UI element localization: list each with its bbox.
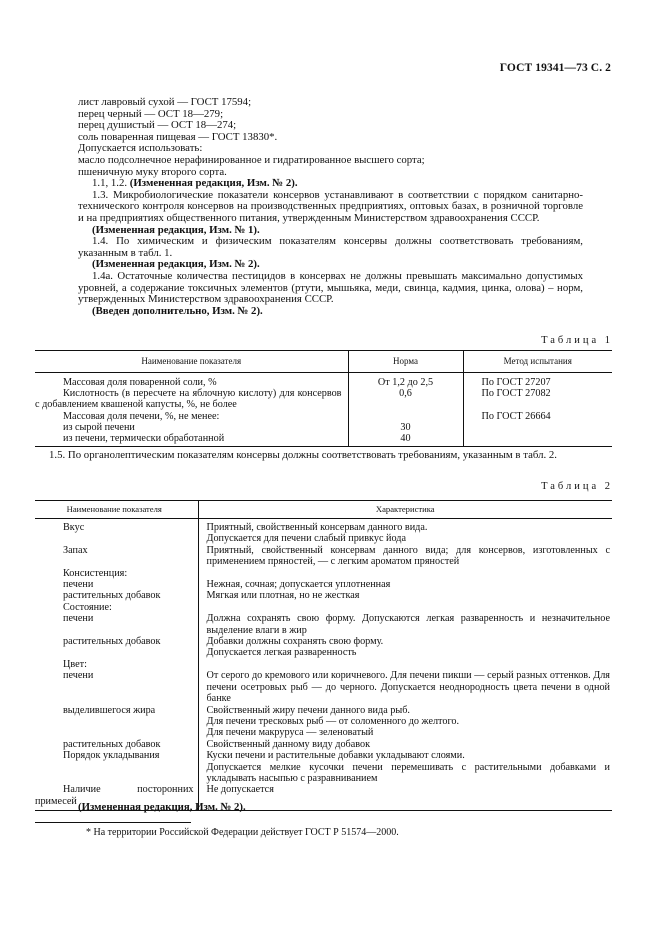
cell-line: Допускается для печени слабый привкус йода [206,533,406,545]
amendment-note: (Измененная редакция, Изм. № 2). [78,801,246,813]
amendment-note: (Измененная редакция, Изм. № 2). [92,258,260,271]
cell-method [463,422,612,433]
cell-text [198,602,612,613]
text-line: масло подсолнечное нерафинированное и гидратированное высшего сорта; [78,153,425,166]
table1-caption: Таблица 1 [541,335,613,346]
table-row [35,705,612,739]
text-line: пшеничную муку второго сорта. [78,165,227,178]
table-header-row [35,351,612,373]
amendment-note: (Измененная редакция, Изм. № 2). [129,177,298,190]
cell-name: печени [63,670,94,682]
table-row [35,545,612,568]
cell-text: От серого до кремового или коричневого. Для печени пикши — серый разных оттенков. Для печени осетровых рыб — до черного. Допускается неоднородность цвета печени в одной банке [198,670,612,704]
table-header-row [35,501,612,519]
cell-norm: 40 [348,433,463,447]
footnote: * На территории Российской Федерации действует ГОСТ Р 51574—2000. [86,827,399,838]
table-row [35,613,612,636]
cell-text: Не допускается [198,784,612,810]
table-row [35,433,612,447]
table2-caption: Таблица 2 [541,481,613,492]
table-row [35,636,612,659]
cell-norm [348,411,463,422]
cell-name: из сырой печени [63,421,135,433]
cell-name: выделившегося жира [63,704,156,716]
cell-name: печени [63,579,94,591]
table-row [35,670,612,704]
cell-method: По ГОСТ 26664 [463,411,612,422]
cell-line: Приятный, свойственный консервам данного вида. [206,522,428,533]
text-line: перец черный — ОСТ 18—279; [78,107,224,120]
paragraph-1-3: 1.3. Микробиологические показатели консервов устанавливают в соответствии с порядком санитарно-технического контроля консервов на производственных предприятиях, оптовых базах, в розничной торговле и на предприятиях общественного питания, утвержденным Министерством здравоохранения СССР. [78,188,583,224]
table-row [35,579,612,590]
cell-name: из печени, термически обработанной [35,433,348,447]
cell-name: Наличие посторонних примесей [35,784,198,810]
text-line: Допускается использовать: [78,142,203,155]
cell-name: растительных добавок [63,590,161,602]
text-line: лист лавровый сухой — ГОСТ 17594; [78,96,252,108]
paragraph-1-5: 1.5. По органолептическим показателям консервы должны соответствовать требованиям, указанным в табл. 2. [49,449,557,461]
footnote-rule [35,822,191,823]
table-row [35,750,612,784]
cell-norm: 30 [348,422,463,433]
table-1 [35,350,612,447]
table-row [35,602,612,613]
para-number: 1.1, 1.2. [92,177,128,190]
col-header: Метод испытания [463,351,612,373]
table-row [35,388,612,410]
amendment-note: (Измененная редакция, Изм. № 1). [92,223,260,236]
cell-name: растительных добавок [63,636,161,648]
paragraph-1-4: 1.4. По химическим и физическим показателям консервы должны соответствовать требованиям, указанным в табл. 1. [78,235,583,259]
cell-line: Свойственный жиру печени данного вида рыб. [206,704,410,716]
cell-name: Консистенция: [63,567,128,579]
paragraph-1-1 [78,178,583,190]
paragraph-1-4a: 1.4а. Остаточные количества пестицидов в консервах не должны превышать максимально допустимых уровней, а содержание токсичных элементов (ртути, мышьяка, меди, свинца, кадмия, цинка, олова) – норм, утвержденных Министерством здравоохранения СССР. [78,269,583,306]
text-line: перец душистый — ОСТ 18—274; [78,119,237,132]
cell-name: Массовая доля поваренной соли, % [63,377,217,388]
cell-text: Приятный, свойственный консервам данного вида; для консервов, изготовленных с применением пряностей, — с легким ароматом пряностей [198,545,612,568]
table-row [35,373,612,389]
cell-line: Допускается легкая разваренность [206,647,357,659]
cell-text [198,750,612,784]
col-header: Наименование показателя [35,501,198,519]
cell-name: Массовая доля печени, %, не менее: [63,410,220,422]
col-header: Норма [348,351,463,373]
cell-name: Состояние: [63,601,112,613]
cell-text [198,519,612,545]
amendment-note: (Введен дополнительно, Изм. № 2). [92,304,263,317]
table-row [35,590,612,601]
table-2 [35,500,612,811]
cell-method: По ГОСТ 27082 [463,388,612,410]
cell-text [198,568,612,579]
table-row [35,739,612,750]
cell-norm: От 1,2 до 2,5 [348,373,463,389]
table-row [35,659,612,670]
table-row [35,568,612,579]
body-text [78,97,583,317]
table-row [35,519,612,545]
cell-text: Мягкая или плотная, но не жесткая [198,590,612,601]
cell-line: Куски печени и растительные добавки укладывают слоями. [206,750,465,762]
cell-text [198,705,612,739]
cell-text: Должна сохранять свою форму. Допускаются легкая разваренность и незначительное выделение влаги в жир [198,613,612,636]
cell-name: Кислотность (в пересчете на яблочную кислоту) для консервов с добавлением квашеной капусты, %, не более [35,388,342,411]
cell-text [198,636,612,659]
col-header: Наименование показателя [35,351,348,373]
cell-method [463,433,612,447]
cell-name: Цвет: [63,658,87,670]
cell-name: Порядок укладывания [63,750,160,762]
cell-name: Запах [63,544,88,556]
text-line: соль поваренная пищевая — ГОСТ 13830*. [78,130,278,143]
table-row [35,422,612,433]
cell-name: печени [63,613,94,625]
cell-name: растительных добавок [63,738,161,750]
cell-text: Свойственный данному виду добавок [198,739,612,750]
cell-method: По ГОСТ 27207 [463,373,612,389]
page-header: ГОСТ 19341—73 С. 2 [499,62,611,74]
cell-line: Для печени тресковых рыб — от соломенного до желтого. [206,715,460,727]
cell-norm: 0,6 [348,388,463,410]
cell-line: Для печени макруруса — зеленоватый [206,727,374,739]
cell-text: Нежная, сочная; допускается уплотненная [198,579,612,590]
table-row [35,411,612,422]
col-header: Характеристика [198,501,612,519]
cell-text [198,659,612,670]
cell-line: Добавки должны сохранять свою форму. [206,636,384,648]
cell-line: Допускается мелкие кусочки печени перемешивать с растительными добавками и укладывать насыпью с разравниванием [206,761,610,784]
cell-name: Вкус [63,522,85,533]
